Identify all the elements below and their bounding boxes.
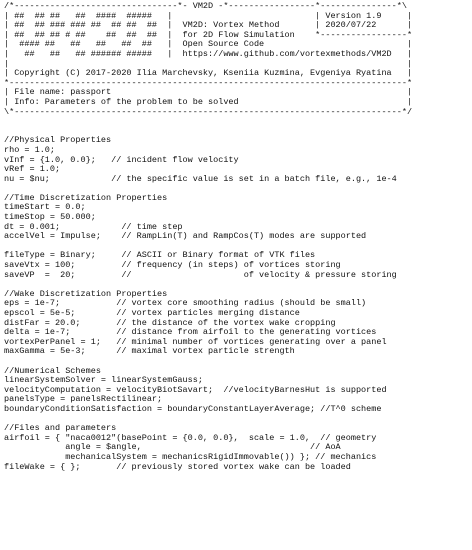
header-logo-line: | ## ## ## ###### ##### | https://www.github.com/vortexmethods/VM2D | [4, 48, 413, 59]
code-line: mechanicalSystem = mechanicsRigidImmovable()) }; // mechanics [4, 451, 377, 462]
section-heading-files-and-parameters: //Files and parameters [4, 423, 117, 434]
code-line: vRef = 1.0; [4, 164, 61, 175]
header-border-middle: *------------------------------------------------------------------------------* [4, 77, 413, 88]
code-line: boundaryConditionSatisfaction = boundaryConstantLayerAverage; //T^0 scheme [4, 403, 382, 414]
code-line: timeStart = 0.0; [4, 202, 86, 213]
code-line: angle = $angle, // AoA [4, 442, 341, 453]
code-line: fileWake = { }; // previously stored vortex wake can be loaded [4, 461, 351, 472]
header-blank-line: | | [4, 58, 413, 69]
header-logo-line: | ## ## ### ### ## ## ## ## | VM2D: Vortex Method | 2020/07/22 | [4, 20, 413, 31]
code-line: saveVP = 20; // of velocity & pressure storing [4, 269, 397, 280]
section-heading-time-discretization: //Time Discretization Properties [4, 192, 168, 203]
code-line: maxGamma = 5e-3; // maximal vortex particle strength [4, 346, 295, 357]
blank-line [4, 117, 472, 127]
code-line: fileType = Binary; // ASCII or Binary format of VTK files [4, 250, 316, 261]
header-border-top: /*--------------------------------*- VM2D -*-----------------*---------------*\ [4, 1, 407, 11]
header-info-line: | Info: Parameters of the problem to be solved | [4, 96, 413, 107]
code-line: epscol = 5e-5; // vortex particles merging distance [4, 308, 300, 318]
header-logo-line: | ## ## ## # ## ## ## ## | for 2D Flow Simulation *-----------------* [4, 29, 413, 40]
header-logo-line: | ## ## ## ## #### ##### | | Version 1.9 | [4, 10, 413, 21]
code-line: saveVtx = 100; // frequency (in steps) of vortices storing [4, 260, 341, 271]
section-heading-physical-properties: //Physical Properties [4, 135, 112, 146]
header-copyright-line: | Copyright (C) 2017-2020 Ilia Marchevsky, Kseniia Kuzmina, Evgeniya Ryatina | [4, 68, 413, 79]
section-heading-wake-discretization: //Wake Discretization Properties [4, 288, 168, 299]
section-heading-numerical-schemes: //Numerical Schemes [4, 365, 101, 376]
code-line: delta = 1e-7; // distance from airfoil to the generating vortices [4, 327, 377, 338]
code-line: timeStop = 50.000; [4, 212, 96, 223]
code-line: dt = 0.001; // time step [4, 221, 183, 232]
header-file-name-line: | File name: passport | [4, 87, 413, 98]
code-line: vInf = {1.0, 0.0}; // incident flow velocity [4, 154, 239, 165]
code-line: eps = 1e-7; // vortex core smoothing radius (should be small) [4, 298, 367, 309]
code-line: distFar = 20.0; // the distance of the vortex wake cropping [4, 317, 336, 328]
code-line: nu = $nu; // the specific value is set in a batch file, e.g., 1e-4 [4, 173, 397, 184]
code-line: vortexPerPanel = 1; // minimal number of vortices generating over a panel [4, 336, 387, 347]
code-line: accelVel = Impulse; // RampLin(T) and RampCos(T) modes are supported [4, 231, 367, 242]
header-logo-line: | #### ## ## ## ## ## | Open Source Code | [4, 39, 413, 50]
code-line: airfoil = { "naca0012"(basePoint = {0.0, 0.0}, scale = 1.0, // geometry [4, 432, 377, 443]
passport-config-document [4, 2, 472, 472]
header-border-bottom: \*----------------------------------------------------------------------------*/ [4, 106, 413, 117]
code-line: linearSystemSolver = linearSystemGauss; [4, 375, 203, 386]
code-line: velocityComputation = velocityBiotSavart; //velocityBarnesHut is supported [4, 384, 387, 395]
code-line: panelsType = panelsRectilinear; [4, 394, 163, 405]
code-line: rho = 1.0; [4, 144, 56, 155]
